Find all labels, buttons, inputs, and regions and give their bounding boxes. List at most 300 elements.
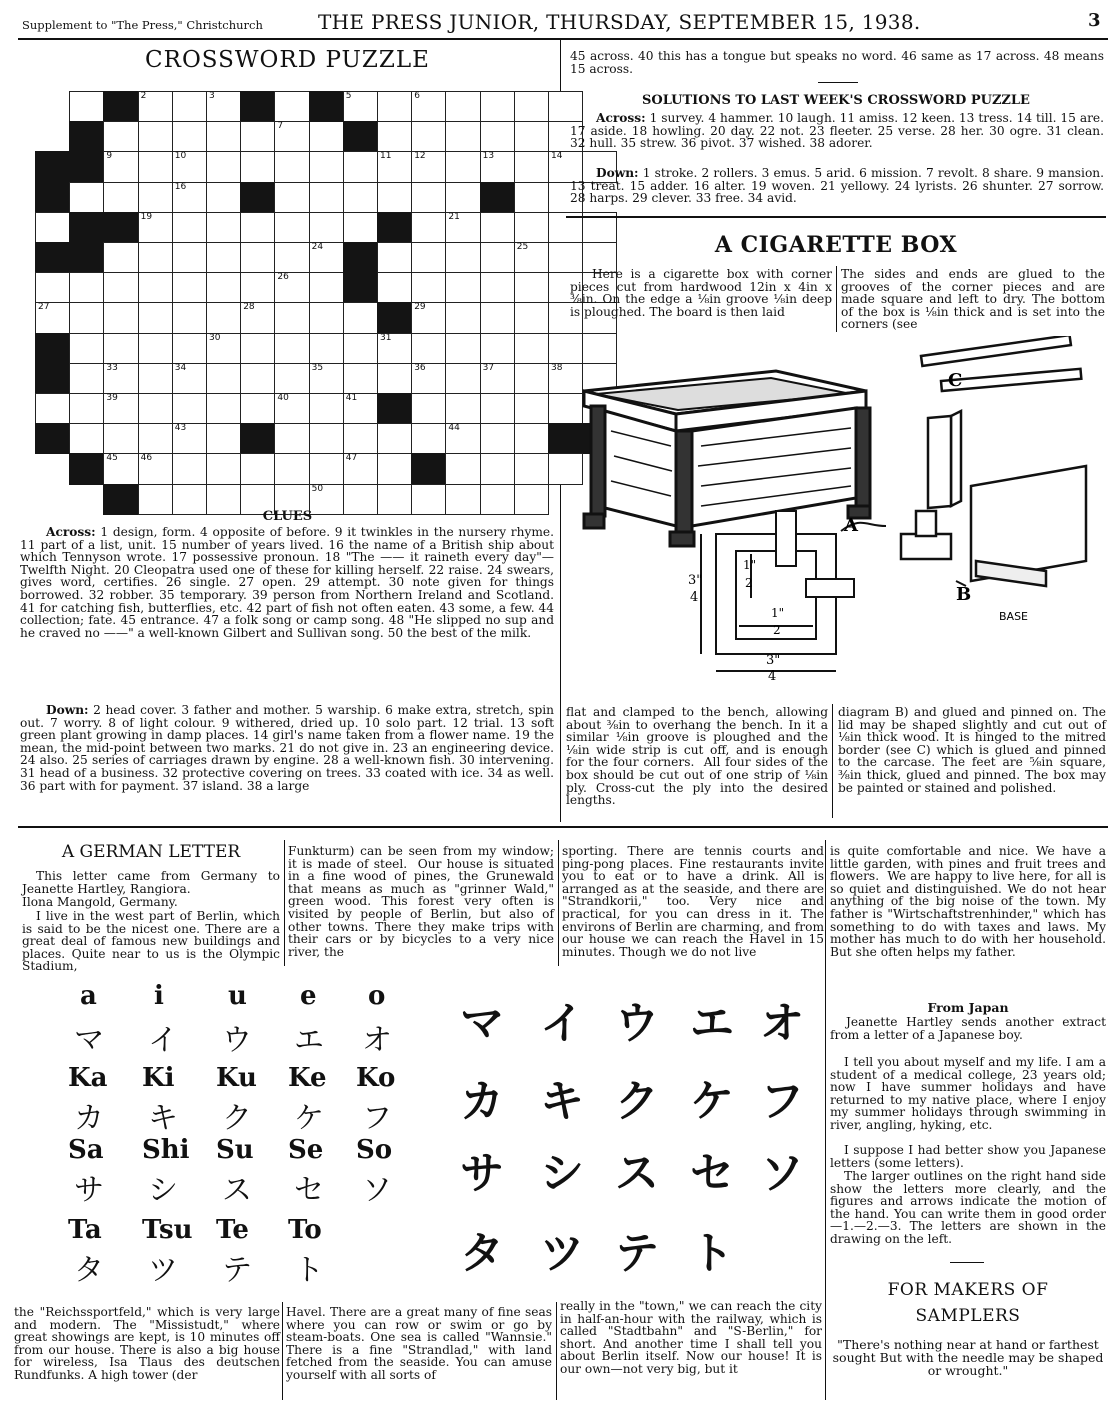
- crossword-cell[interactable]: [274, 423, 309, 454]
- crossword-cell[interactable]: [377, 272, 412, 303]
- crossword-cell[interactable]: [35, 302, 70, 333]
- crossword-cell[interactable]: [274, 151, 309, 182]
- crossword-cell[interactable]: [69, 272, 104, 303]
- crossword-cell[interactable]: [514, 333, 549, 364]
- crossword-cell[interactable]: [377, 333, 412, 364]
- crossword-cell[interactable]: [309, 242, 344, 273]
- newspaper-title: THE PRESS JUNIOR, THURSDAY, SEPTEMBER 15, 1938.: [318, 10, 921, 34]
- crossword-cell[interactable]: [206, 91, 241, 122]
- crossword-cell[interactable]: [377, 453, 412, 484]
- label-c: C: [948, 370, 963, 391]
- german-para-3-cont: really in the "town," we can reach the city in half-an-hour with the railway, which is called "Stadtbahn" and "S-Berlin," for short. And another time I shall tell you about Berlin itself. Now our house! It is our own—not very big, but it: [560, 1299, 822, 1376]
- crossword-cell[interactable]: [240, 212, 275, 243]
- clue-number: 39: [106, 393, 118, 403]
- crossword-cell[interactable]: [103, 151, 138, 182]
- short-rule: [818, 82, 858, 83]
- crossword-cell[interactable]: [480, 453, 515, 484]
- clue-number: 41: [345, 393, 358, 403]
- crossword-cell[interactable]: [274, 363, 309, 394]
- crossword-black-cell: [240, 423, 275, 454]
- crossword-black-cell: [35, 333, 70, 364]
- crossword-cell[interactable]: [411, 363, 446, 394]
- label-base: BASE: [999, 610, 1029, 623]
- german-letter-title: A GERMAN LETTER: [61, 842, 241, 862]
- crossword-cell[interactable]: [138, 91, 173, 122]
- crossword-black-cell: [69, 121, 104, 152]
- kana-romaji-label: Ko: [356, 1063, 396, 1093]
- crossword-cell[interactable]: [103, 182, 138, 213]
- label-b: B: [956, 584, 972, 605]
- crossword-cell[interactable]: [411, 333, 446, 364]
- crossword-cell[interactable]: [411, 393, 446, 424]
- clue-number: 31: [380, 332, 392, 343]
- crossword-cell[interactable]: [138, 363, 173, 394]
- clue-number: 6: [414, 91, 420, 101]
- cigarette-col3: flat and clamped to the bench, allowing about ⅜in to overhang the bench. In it a similar ⅛in groove is ploughed and the ⅛in wide strip is cut off, and is enough for the four corners. All four sides of the box should be cut out of one strip of ⅛in ply. Cross-cut the ply into the desired lengths.: [566, 705, 828, 808]
- crossword-cell[interactable]: [274, 242, 309, 273]
- kana-stroke-character: エ: [690, 998, 734, 1049]
- crossword-cell[interactable]: [309, 423, 344, 454]
- cigarette-box-title: A CIGARETTE BOX: [714, 232, 958, 258]
- crossword-cell[interactable]: [343, 423, 378, 454]
- german-para-4: is quite comfortable and nice. We have a little garden, with pines and fruit trees and flowers. We are happy to live here, for all is so quiet and distinguished. We do not hear anything of the big noise of the town. My father is "Wirtschaftstrenhinder," which has something to do with taxes and laws. My mother has much to do with her household. But she often helps my father.: [830, 844, 1106, 959]
- crossword-cell[interactable]: [480, 242, 515, 273]
- kana-stroke-character: フ: [760, 1076, 804, 1127]
- crossword-black-cell: [343, 121, 378, 152]
- crossword-cell[interactable]: [343, 182, 378, 213]
- kana-romaji-label: So: [356, 1135, 393, 1165]
- clue-number: 14: [551, 151, 563, 162]
- clue-number: 35: [311, 362, 324, 373]
- crossword-black-cell: [69, 151, 104, 182]
- solutions-down-text: 1 stroke. 2 rollers. 3 emus. 5 arid. 6 mission. 7 revolt. 8 share. 9 mansion. 13 treat. 15 adder. 16 alter. 19 woven. 21 yellowy. 24 lyrists. 26 shunter. 27 sorrow. 28 harps. 29 clever. 33 free. 34 avid.: [570, 166, 1105, 206]
- crossword-cell[interactable]: [514, 212, 549, 243]
- crossword-black-cell: [69, 212, 104, 243]
- kana-romaji-label: To: [288, 1215, 322, 1245]
- kana-character: カ: [74, 1101, 104, 1136]
- clue-number: 3: [209, 91, 215, 101]
- crossword-cell[interactable]: [172, 212, 207, 243]
- down-clues-text: 2 head cover. 3 father and mother. 5 warship. 6 make extra, stretch, spin out. 7 worry. 8 of light colour. 9 withered, dried up. 10 solo part. 12 trial. 13 soft green plant growing in damp places. 14 girl's name taken from a flower name. 19 the mean, the mid-point between two marks. 21 do not give in. 23 an engineering device. 24 also. 25 series of carriages drawn by engine. 28 a well-known fish. 30 intervening. 31 head of a business. 32 protective covering on trees. 33 coated with ice. 34 as well. 36 part with for payment. 37 island. 38 a large: [20, 703, 554, 793]
- german-para-1-cont: the "Reichssportfeld," which is very large and modern. The "Missistudt," where great showings are kept, is 10 minutes off from our house. There is also a big house for wireless, Isa Tlaus des deutschen Rundfunks. A high tower (der: [14, 1305, 280, 1382]
- crossword-cell[interactable]: [103, 302, 138, 333]
- crossword-black-cell: [35, 423, 70, 454]
- clue-number: 11: [380, 151, 392, 162]
- crossword-cell[interactable]: [480, 91, 515, 122]
- crossword-cell[interactable]: [343, 363, 378, 394]
- crossword-black-cell: [377, 212, 412, 243]
- crossword-cell[interactable]: [206, 212, 241, 243]
- dim-inner-horizontal: 1": [771, 606, 785, 620]
- col-rule-g1: [284, 840, 285, 966]
- samplers-title-1: FOR MAKERS OF: [887, 1280, 1049, 1300]
- kana-character: イ: [148, 1023, 178, 1058]
- header-rule: [18, 38, 1108, 40]
- crossword-cell[interactable]: [309, 182, 344, 213]
- clue-number: 24: [311, 242, 324, 252]
- crossword-cell[interactable]: [480, 121, 515, 152]
- crossword-cell[interactable]: [240, 363, 275, 394]
- kana-character: ウ: [222, 1023, 252, 1058]
- crossword-cell[interactable]: [445, 453, 480, 484]
- crossword-cell[interactable]: [445, 333, 480, 364]
- crossword-cell[interactable]: [138, 212, 173, 243]
- crossword-cell[interactable]: [514, 121, 549, 152]
- crossword-cell[interactable]: [103, 272, 138, 303]
- crossword-cell[interactable]: [138, 151, 173, 182]
- crossword-black-cell: [377, 302, 412, 333]
- crossword-cell[interactable]: [514, 453, 549, 484]
- katakana-chart: [20, 981, 820, 1295]
- crossword-cell[interactable]: [377, 363, 412, 394]
- col-rule-g3: [825, 840, 826, 1400]
- crossword-cell[interactable]: [377, 423, 412, 454]
- crossword-cell[interactable]: [138, 393, 173, 424]
- crossword-cell[interactable]: [172, 151, 207, 182]
- crossword-cell[interactable]: [138, 333, 173, 364]
- crossword-cell[interactable]: [411, 182, 446, 213]
- crossword-cell[interactable]: [377, 91, 412, 122]
- crossword-cell[interactable]: [411, 121, 446, 152]
- crossword-cell[interactable]: [69, 91, 104, 122]
- down-clues-continued: 45 across. 40 this has a tongue but speaks no word. 46 same as 17 across. 48 means 15 across.: [570, 49, 1104, 76]
- crossword-cell[interactable]: [138, 182, 173, 213]
- page-number: 3: [1088, 10, 1101, 31]
- crossword-black-cell: [240, 182, 275, 213]
- crossword-cell[interactable]: [172, 393, 207, 424]
- crossword-cell[interactable]: [480, 151, 515, 182]
- kana-stroke-character: サ: [460, 1148, 504, 1199]
- crossword-cell[interactable]: [480, 302, 515, 333]
- crossword-cell[interactable]: [274, 121, 309, 152]
- dim-left-denominator: 4: [690, 590, 699, 605]
- crossword-cell[interactable]: [343, 302, 378, 333]
- cigarette-col2: The sides and ends are glued to the grooves of the corner pieces and are made square and left to dry. The bottom of the box is ⅛in thick and is set into the corners (see: [841, 267, 1105, 332]
- crossword-cell[interactable]: [309, 453, 344, 484]
- kana-character: ク: [222, 1101, 252, 1136]
- clue-number: 40: [277, 393, 289, 403]
- across-clues: [20, 526, 554, 639]
- crossword-cell[interactable]: [445, 151, 480, 182]
- crossword-cell[interactable]: [206, 242, 241, 273]
- crossword-cell[interactable]: [514, 182, 549, 213]
- crossword-cell[interactable]: [411, 151, 446, 182]
- kana-romaji-label: e: [300, 981, 317, 1011]
- crossword-cell[interactable]: [274, 212, 309, 243]
- crossword-cell[interactable]: [445, 423, 480, 454]
- crossword-cell[interactable]: [343, 393, 378, 424]
- crossword-cell[interactable]: [103, 333, 138, 364]
- crossword-cell[interactable]: [514, 363, 549, 394]
- kana-stroke-character: タ: [460, 1228, 504, 1279]
- crossword-cell[interactable]: [69, 333, 104, 364]
- crossword-cell[interactable]: [309, 363, 344, 394]
- crossword-cell[interactable]: [138, 453, 173, 484]
- german-para-2: Funkturm) can be seen from my window; it is made of steel. Our house is situated in a fine wood of pines, the Grunewald that means as much as "grinner Wald," green wood. This forest very often is visited by people of Berlin, but also of other towns. There they make trips with their cars or by bicycles to a very nice river, the: [288, 844, 554, 959]
- crossword-cell[interactable]: [103, 121, 138, 152]
- crossword-cell[interactable]: [343, 453, 378, 484]
- crossword-cell[interactable]: [103, 453, 138, 484]
- crossword-cell[interactable]: [480, 393, 515, 424]
- crossword-cell[interactable]: [411, 242, 446, 273]
- crossword-cell[interactable]: [445, 393, 480, 424]
- col-rule-g2: [558, 840, 559, 966]
- crossword-cell[interactable]: [172, 453, 207, 484]
- kana-romaji-label: o: [368, 981, 386, 1011]
- crossword-cell[interactable]: [274, 272, 309, 303]
- section-rule: [566, 216, 1106, 218]
- kana-character: フ: [362, 1101, 392, 1136]
- kana-romaji-label: Ta: [68, 1215, 102, 1245]
- kana-romaji-label: a: [80, 981, 97, 1011]
- crossword-cell[interactable]: [206, 453, 241, 484]
- crossword-cell[interactable]: [240, 151, 275, 182]
- german-sender: Ilona Mangold, Germany.: [22, 895, 178, 909]
- solutions-across-label: Across:: [596, 111, 646, 125]
- supplement-note: Supplement to "The Press," Christchurch: [22, 18, 263, 32]
- kana-character: サ: [74, 1173, 104, 1208]
- crossword-cell[interactable]: [240, 333, 275, 364]
- kana-stroke-character: セ: [690, 1148, 734, 1199]
- solutions-down-label: Down:: [596, 166, 639, 180]
- crossword-cell[interactable]: [411, 212, 446, 243]
- clue-number: 46: [140, 453, 153, 464]
- crossword-cell[interactable]: [411, 302, 446, 333]
- kana-stroke-character: シ: [540, 1148, 584, 1199]
- kana-stroke-character: イ: [540, 998, 584, 1049]
- crossword-cell[interactable]: [309, 302, 344, 333]
- crossword-cell[interactable]: [445, 363, 480, 394]
- kana-romaji-label: Te: [216, 1215, 249, 1245]
- crossword-cell[interactable]: [172, 272, 207, 303]
- kana-romaji-label: i: [154, 981, 164, 1011]
- crossword-cell[interactable]: [274, 182, 309, 213]
- crossword-cell[interactable]: [480, 363, 515, 394]
- crossword-cell[interactable]: [69, 182, 104, 213]
- clue-number: 37: [482, 362, 495, 373]
- crossword-cell[interactable]: [138, 302, 173, 333]
- clue-number: 47: [345, 453, 358, 464]
- crossword-black-cell: [240, 91, 275, 122]
- crossword-cell[interactable]: [103, 423, 138, 454]
- kana-stroke-character: ク: [615, 1076, 659, 1127]
- clue-number: 38: [551, 362, 563, 373]
- crossword-cell[interactable]: [206, 272, 241, 303]
- crossword-cell[interactable]: [445, 212, 480, 243]
- lower-section-rule: [18, 826, 1108, 828]
- clue-number: 50: [311, 483, 324, 494]
- crossword-cell[interactable]: [377, 121, 412, 152]
- german-para-3: sporting. There are tennis courts and ping-pong places. Fine restaurants invite you to eat or to have a drink. All is arranged as at the seaside, and there are "Strandkorii," too. Very nice and practical, for you can dress in it. The environs of Berlin are charming, and from our house we can reach the Havel in 15 minutes. Though we do not live: [562, 844, 824, 959]
- crossword-cell[interactable]: [445, 121, 480, 152]
- crossword-black-cell: [480, 182, 515, 213]
- crossword-cell[interactable]: [480, 423, 515, 454]
- kana-stroke-character: オ: [760, 998, 804, 1049]
- crossword-cell[interactable]: [514, 151, 549, 182]
- japan-intro: Jeanette Hartley sends another extract from a letter of a Japanese boy.: [830, 1015, 1106, 1042]
- crossword-cell[interactable]: [343, 333, 378, 364]
- crossword-cell[interactable]: [274, 333, 309, 364]
- kana-stroke-character: カ: [460, 1076, 504, 1127]
- crossword-cell[interactable]: [172, 423, 207, 454]
- crossword-cell[interactable]: [172, 121, 207, 152]
- crossword-cell[interactable]: [240, 453, 275, 484]
- kana-character: ス: [222, 1173, 252, 1208]
- crossword-cell[interactable]: [138, 272, 173, 303]
- crossword-black-cell: [343, 272, 378, 303]
- crossword-cell[interactable]: [206, 393, 241, 424]
- crossword-cell[interactable]: [240, 393, 275, 424]
- clue-number: 9: [106, 151, 113, 162]
- crossword-cell[interactable]: [514, 393, 549, 424]
- clue-number: 16: [174, 181, 187, 192]
- crossword-cell[interactable]: [514, 242, 549, 273]
- crossword-cell[interactable]: [103, 363, 138, 394]
- crossword-cell[interactable]: [206, 121, 241, 152]
- crossword-cell[interactable]: [206, 302, 241, 333]
- japan-para-3: The larger outlines on the right hand side show the letters more clearly, and the figures and arrows indicate the motion of the hand. You can write them in good order —1.—2.—3. The letters are shown in the drawing on the left.: [830, 1169, 1106, 1246]
- kana-character: ケ: [294, 1101, 324, 1136]
- clue-number: 25: [516, 242, 529, 252]
- crossword-cell[interactable]: [309, 333, 344, 364]
- crossword-cell[interactable]: [172, 242, 207, 273]
- crossword-black-cell: [377, 393, 412, 424]
- crossword-cell[interactable]: [309, 272, 344, 303]
- label-a: A: [844, 515, 858, 536]
- clue-number: 7: [277, 121, 284, 132]
- clue-number: 43: [174, 423, 187, 434]
- crossword-cell[interactable]: [206, 363, 241, 394]
- japan-title: From Japan: [927, 1000, 1009, 1015]
- crossword-cell[interactable]: [172, 91, 207, 122]
- crossword-cell[interactable]: [274, 453, 309, 484]
- clue-number: 2: [140, 91, 147, 101]
- crossword-cell[interactable]: [377, 242, 412, 273]
- german-para-2-cont: Havel. There are a great many of fine seas where you can row or swim or go by steam-boats. One sea is called "Wannsie." There is a fine "Strandlad," with land fetched from the seaside. You can amuse yourself with all sorts of: [286, 1305, 552, 1382]
- kana-character: タ: [74, 1253, 104, 1288]
- crossword-cell[interactable]: [206, 182, 241, 213]
- kana-character: シ: [148, 1173, 178, 1208]
- crossword-cell[interactable]: [343, 212, 378, 243]
- crossword-cell[interactable]: [411, 272, 446, 303]
- crossword-cell[interactable]: [343, 151, 378, 182]
- crossword-cell[interactable]: [35, 272, 70, 303]
- clue-number: 5: [345, 91, 352, 101]
- crossword-cell[interactable]: [514, 91, 549, 122]
- kana-romaji-label: Shi: [142, 1135, 190, 1165]
- cigarette-col4: diagram B) and glued and pinned on. The lid may be shaped slightly and cut out of ⅛in thick wood. It is hinged to the mitred border (see C) which is glued and pinned to the carcase. The feet are ⅝in square, ⅜in thick, glued and pinned. The box may be painted or stained and polished.: [838, 705, 1106, 795]
- clues-title: CLUES: [262, 509, 313, 524]
- crossword-cell[interactable]: [138, 242, 173, 273]
- kana-character: テ: [222, 1253, 252, 1288]
- crossword-cell[interactable]: [309, 393, 344, 424]
- crossword-cell[interactable]: [514, 423, 549, 454]
- kana-character: エ: [294, 1023, 324, 1058]
- crossword-cell[interactable]: [445, 302, 480, 333]
- crossword-cell[interactable]: [514, 302, 549, 333]
- crossword-cell[interactable]: [343, 91, 378, 122]
- dim-inner-horizontal-denominator: 2: [773, 623, 781, 637]
- col-rule-b1: [282, 1302, 283, 1400]
- crossword-cell[interactable]: [240, 272, 275, 303]
- crossword-cell[interactable]: [240, 242, 275, 273]
- crossword-cell[interactable]: [138, 121, 173, 152]
- crossword-black-cell: [35, 151, 70, 182]
- crossword-cell[interactable]: [69, 363, 104, 394]
- crossword-cell[interactable]: [274, 393, 309, 424]
- kana-character: オ: [362, 1023, 392, 1058]
- kana-character: キ: [148, 1101, 178, 1136]
- across-clues-text: 1 design, form. 4 opposite of before. 9 it twinkles in the nursery rhyme. 11 part of a list, unit. 15 number of years lived. 16 the name of a British ship about which Tennyson wrote. 17 possessive pronoun. 18 "The —— it raineth every day"—Twelfth Night. 20 Cleopatra used one of these for killing herself. 22 raise. 24 swears, gives word, certifies. 26 single. 27 open. 29 attempt. 30 note given for things borrowed. 32 robber. 35 temporary. 39 person from Northern Ireland and Scotland. 41 for catching fish, butterflies, etc. 42 part of fish not often eaten. 43 some, a few. 44 collection; fate. 45 entrance. 47 a folk song or camp song. 48 "He slipped no sup and he craved no ——" a well-known Gilbert and Sullivan song. 50 the best of the milk.: [20, 525, 555, 640]
- crossword-cell[interactable]: [103, 242, 138, 273]
- crossword-black-cell: [103, 212, 138, 243]
- crossword-cell[interactable]: [172, 302, 207, 333]
- kana-romaji-label: u: [228, 981, 247, 1011]
- short-rule-2: [950, 1262, 984, 1263]
- dim-left: 3": [688, 573, 703, 588]
- crossword-cell[interactable]: [274, 302, 309, 333]
- crossword-cell[interactable]: [35, 393, 70, 424]
- crossword-cell[interactable]: [138, 423, 173, 454]
- crossword-black-cell: [35, 242, 70, 273]
- crossword-cell[interactable]: [206, 333, 241, 364]
- cigarette-col1: Here is a cigarette box with corner pieces cut from hardwood 12in x 4in x ⅜in. On the edge a ⅛in groove ⅛in deep is ploughed. The board is then laid: [570, 267, 832, 319]
- clue-number: 10: [174, 151, 187, 162]
- clue-number: 44: [448, 423, 460, 434]
- crossword-cell[interactable]: [69, 302, 104, 333]
- crossword-cell[interactable]: [445, 242, 480, 273]
- crossword-cell[interactable]: [445, 272, 480, 303]
- crossword-cell[interactable]: [240, 302, 275, 333]
- crossword-cell[interactable]: [172, 182, 207, 213]
- crossword-cell[interactable]: [274, 91, 309, 122]
- crossword-cell[interactable]: [172, 333, 207, 364]
- samplers-title-2: SAMPLERS: [915, 1306, 1021, 1326]
- crossword-cell[interactable]: [514, 272, 549, 303]
- crossword-cell[interactable]: [480, 272, 515, 303]
- box-drawing: [584, 371, 870, 546]
- crossword-cell[interactable]: [35, 212, 70, 243]
- crossword-cell[interactable]: [69, 423, 104, 454]
- crossword-cell[interactable]: [206, 151, 241, 182]
- crossword-cell[interactable]: [377, 182, 412, 213]
- kana-stroke-character: ス: [615, 1148, 659, 1199]
- kana-character: ト: [294, 1253, 324, 1288]
- crossword-cell[interactable]: [69, 393, 104, 424]
- crossword-cell[interactable]: [309, 151, 344, 182]
- crossword-black-cell: [69, 453, 104, 484]
- crossword-cell[interactable]: [172, 363, 207, 394]
- clue-number: 28: [243, 302, 255, 313]
- kana-romaji-label: Su: [216, 1135, 254, 1165]
- crossword-cell[interactable]: [309, 212, 344, 243]
- crossword-cell[interactable]: [480, 212, 515, 243]
- corner-piece-drawing: [901, 336, 1086, 586]
- solutions-down: [570, 167, 1104, 205]
- crossword-title: CROSSWORD PUZZLE: [145, 47, 430, 73]
- crossword-black-cell: [411, 453, 446, 484]
- crossword-cell[interactable]: [445, 91, 480, 122]
- crossword-cell[interactable]: [206, 423, 241, 454]
- crossword-cell[interactable]: [103, 393, 138, 424]
- crossword-cell[interactable]: [411, 91, 446, 122]
- crossword-cell[interactable]: [480, 333, 515, 364]
- crossword-cell[interactable]: [411, 423, 446, 454]
- crossword-cell[interactable]: [445, 182, 480, 213]
- crossword-cell[interactable]: [377, 151, 412, 182]
- samplers-quote: "There's nothing near at hand or farthest sought But with the needle may be shaped or wrought.": [832, 1337, 1104, 1378]
- crossword-cell[interactable]: [240, 121, 275, 152]
